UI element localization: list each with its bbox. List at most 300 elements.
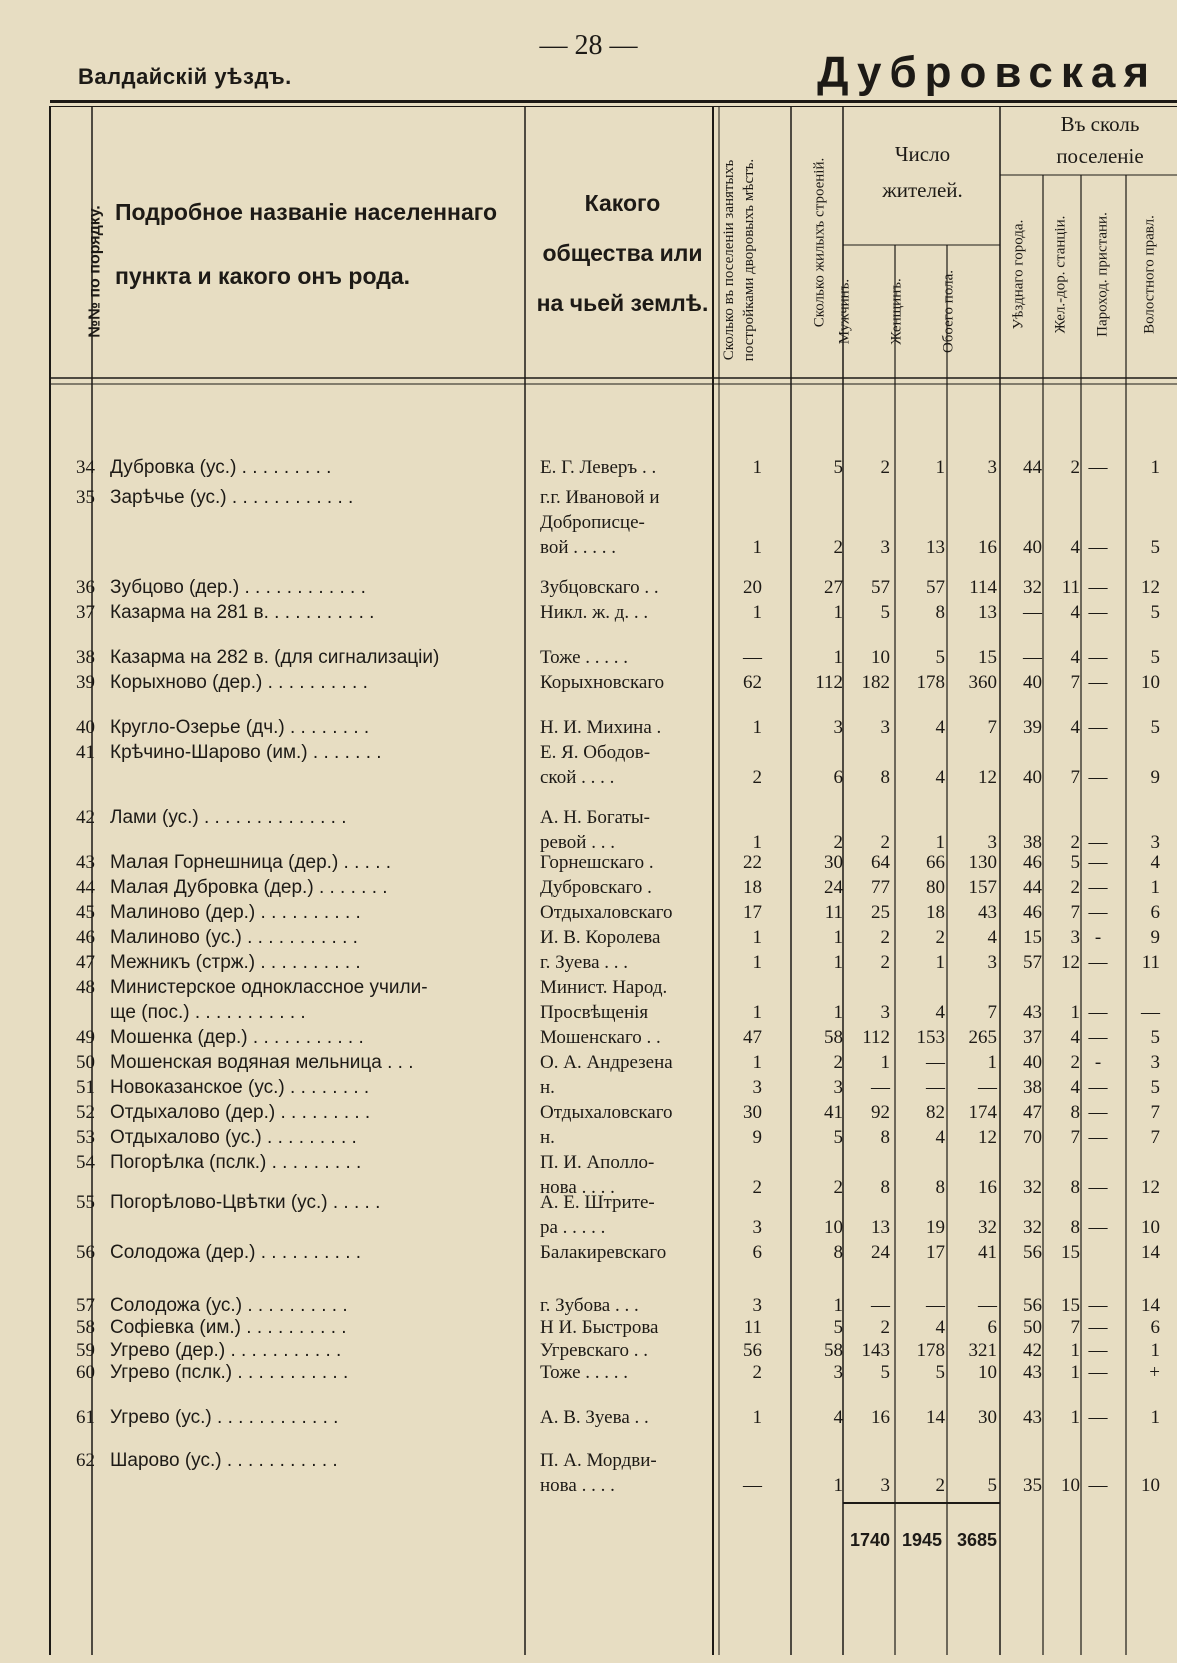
header-dist-volost: Волостного правл.: [1141, 215, 1158, 334]
dist-volost-cell: 5: [1150, 717, 1160, 738]
owner-line: ра . . . . .: [540, 1217, 606, 1238]
owner-line: Мошенскаго . .: [540, 1027, 661, 1048]
row-number: 46: [76, 927, 95, 948]
dist-town-cell: —: [1023, 647, 1042, 668]
dist-rail-cell: 2: [1070, 877, 1080, 898]
female-cell: 57: [926, 577, 945, 598]
buildings-cell: 3: [833, 1077, 843, 1098]
total-cell: 32: [978, 1217, 997, 1238]
dist-rail-cell: 7: [1070, 902, 1080, 923]
owner-line: нова . . . .: [540, 1475, 615, 1496]
owner-line: Тоже . . . . .: [540, 647, 629, 668]
dist-volost-cell: 5: [1150, 537, 1160, 558]
owner-line: н.: [540, 1077, 555, 1098]
households-cell: 3: [752, 1217, 762, 1238]
male-cell: 1: [880, 1052, 890, 1073]
buildings-cell: 1: [833, 927, 843, 948]
dist-volost-cell: 1: [1150, 877, 1160, 898]
buildings-cell: 2: [833, 537, 843, 558]
female-cell: —: [926, 1077, 945, 1098]
total-cell: 12: [978, 1127, 997, 1148]
households-cell: —: [743, 1475, 762, 1496]
row-number: 48: [76, 977, 95, 998]
dist-town-cell: 46: [1023, 902, 1042, 923]
dist-rail-cell: 3: [1070, 927, 1080, 948]
female-cell: 2: [935, 1475, 945, 1496]
dist-pier-cell: —: [1088, 672, 1108, 693]
dist-rail-cell: 5: [1070, 852, 1080, 873]
male-cell: 92: [871, 1102, 890, 1123]
dist-town-cell: 42: [1023, 1340, 1042, 1361]
dist-town-cell: 50: [1023, 1317, 1042, 1338]
buildings-cell: 1: [833, 602, 843, 623]
buildings-cell: 1: [833, 952, 843, 973]
owner-line: г.г. Ивановой и: [540, 487, 660, 508]
owner-line: А. Е. Штрите-: [540, 1192, 655, 1213]
female-cell: 14: [926, 1407, 945, 1428]
dist-volost-cell: 5: [1150, 1077, 1160, 1098]
households-cell: 3: [752, 1295, 762, 1316]
dist-town-cell: 15: [1023, 927, 1042, 948]
dist-pier-cell: —: [1088, 877, 1108, 898]
buildings-cell: 3: [833, 717, 843, 738]
dist-rail-cell: 1: [1070, 1407, 1080, 1428]
settlement-name: Угрево (дер.) . . . . . . . . . . .: [110, 1340, 342, 1361]
owner-line: ревой . . .: [540, 832, 615, 853]
dist-town-cell: 39: [1023, 717, 1042, 738]
female-cell: 2: [935, 927, 945, 948]
male-cell: 5: [880, 602, 890, 623]
row-number: 39: [76, 672, 95, 693]
dist-pier-cell: —: [1088, 602, 1108, 623]
settlement-name: Межникъ (стрж.) . . . . . . . . . .: [110, 952, 361, 973]
households-cell: 2: [752, 1177, 762, 1198]
dist-rail-cell: 4: [1070, 537, 1080, 558]
buildings-cell: 24: [824, 877, 843, 898]
header-female: Женщинъ.: [888, 278, 905, 345]
dist-town-cell: 46: [1023, 852, 1042, 873]
settlement-name: Шарово (ус.) . . . . . . . . . . .: [110, 1450, 338, 1471]
buildings-cell: 30: [824, 852, 843, 873]
settlement-name: Лами (ус.) . . . . . . . . . . . . . .: [110, 807, 347, 828]
female-cell: 178: [916, 672, 945, 693]
row-number: 61: [76, 1407, 95, 1428]
buildings-cell: 5: [833, 457, 843, 478]
dist-pier-cell: —: [1088, 1295, 1108, 1316]
dist-pier-cell: —: [1088, 1340, 1108, 1361]
owner-line: вой . . . . .: [540, 537, 617, 558]
dist-pier-cell: —: [1088, 577, 1108, 598]
total-cell: 7: [987, 717, 997, 738]
owner-line: Отдыхаловскаго: [540, 1102, 673, 1123]
row-number: 57: [76, 1295, 95, 1316]
dist-volost-cell: 7: [1150, 1102, 1160, 1123]
row-number: 50: [76, 1052, 95, 1073]
female-cell: 5: [935, 1362, 945, 1383]
dist-pier-cell: —: [1088, 1077, 1108, 1098]
buildings-cell: 1: [833, 647, 843, 668]
row-number: 44: [76, 877, 95, 898]
dist-volost-cell: 1: [1150, 1340, 1160, 1361]
dist-rail-cell: 7: [1070, 1127, 1080, 1148]
total-both: 3685: [956, 1530, 997, 1550]
dist-rail-cell: 4: [1070, 1027, 1080, 1048]
female-cell: 5: [935, 647, 945, 668]
owner-line: Просвѣщенія: [540, 1002, 649, 1023]
dist-town-cell: 70: [1023, 1127, 1042, 1148]
owner-line: Угревскаго . .: [540, 1340, 648, 1361]
row-number: 43: [76, 852, 95, 873]
owner-line: П. А. Мордви-: [540, 1450, 657, 1471]
settlement-name: Крѣчино-Шарово (им.) . . . . . . .: [110, 742, 382, 763]
settlement-name: Зарѣчье (ус.) . . . . . . . . . . . .: [110, 487, 354, 508]
dist-pier-cell: —: [1088, 1102, 1108, 1123]
dist-town-cell: 32: [1023, 1177, 1042, 1198]
dist-volost-cell: 6: [1150, 902, 1160, 923]
dist-town-cell: 40: [1023, 767, 1042, 788]
buildings-cell: 41: [824, 1102, 843, 1123]
owner-line: А. Н. Богаты-: [540, 807, 650, 828]
total-cell: 4: [987, 927, 997, 948]
owner-line: Никл. ж. д. . .: [540, 602, 649, 623]
row-number: 36: [76, 577, 95, 598]
settlement-name: Зубцово (дер.) . . . . . . . . . . . .: [110, 577, 366, 598]
dist-volost-cell: 5: [1150, 1027, 1160, 1048]
buildings-cell: 5: [833, 1127, 843, 1148]
female-cell: 4: [935, 1127, 945, 1148]
dist-town-cell: 47: [1023, 1102, 1042, 1123]
row-number: 54: [76, 1152, 95, 1173]
households-cell: 1: [752, 1052, 762, 1073]
dist-volost-cell: 1: [1150, 1407, 1160, 1428]
buildings-cell: 6: [833, 767, 843, 788]
male-cell: 2: [880, 927, 890, 948]
male-cell: 16: [871, 1407, 890, 1428]
female-cell: 1: [935, 457, 945, 478]
uezd-title: Валдайскій уѣздъ.: [78, 64, 292, 89]
dist-volost-cell: 9: [1150, 767, 1160, 788]
owner-line: ской . . . .: [540, 767, 615, 788]
total-cell: 3: [987, 832, 997, 853]
male-cell: 143: [861, 1340, 890, 1361]
header-row-number: №№ по порядку.: [86, 205, 104, 338]
dist-rail-cell: 7: [1070, 672, 1080, 693]
total-cell: 43: [978, 902, 997, 923]
male-cell: 112: [862, 1027, 890, 1048]
row-number: 35: [76, 487, 95, 508]
header-male: Мужчинъ.: [836, 278, 853, 345]
owner-line: Доброписце-: [540, 512, 645, 533]
dist-volost-cell: 6: [1150, 1317, 1160, 1338]
dist-town-cell: 56: [1023, 1242, 1042, 1263]
settlement-name: Малая Горнешница (дер.) . . . . .: [110, 852, 392, 873]
female-cell: 1: [935, 832, 945, 853]
female-cell: —: [926, 1052, 945, 1073]
owner-line: Н. И. Михина .: [540, 717, 662, 738]
female-cell: 66: [926, 852, 945, 873]
dist-pier-cell: —: [1088, 832, 1108, 853]
total-cell: 130: [968, 852, 997, 873]
buildings-cell: 1: [833, 1002, 843, 1023]
male-cell: 3: [880, 1475, 890, 1496]
dist-volost-cell: +: [1149, 1362, 1160, 1383]
households-cell: 62: [743, 672, 762, 693]
dist-town-cell: 37: [1023, 1027, 1042, 1048]
female-cell: —: [926, 1295, 945, 1316]
row-number: 37: [76, 602, 95, 623]
households-cell: 2: [752, 1362, 762, 1383]
male-cell: —: [871, 1295, 890, 1316]
households-cell: 1: [752, 952, 762, 973]
owner-line: А. В. Зуева . .: [540, 1407, 649, 1428]
dist-town-cell: 35: [1023, 1475, 1042, 1496]
households-cell: 3: [752, 1077, 762, 1098]
settlement-name: Малая Дубровка (дер.) . . . . . . .: [110, 877, 388, 898]
buildings-cell: 4: [833, 1407, 843, 1428]
dist-rail-cell: 11: [1061, 577, 1080, 598]
settlement-name: Дубровка (ус.) . . . . . . . . .: [110, 457, 332, 478]
owner-line: Е. Г. Леверъ . .: [540, 457, 657, 478]
female-cell: 1: [935, 952, 945, 973]
header-households: Сколько въ поселеніи занятыхъ постройками дворовыхъ мѣстъ.: [721, 158, 757, 362]
dist-volost-cell: 11: [1141, 952, 1160, 973]
households-cell: 1: [752, 1407, 762, 1428]
households-cell: 22: [743, 852, 762, 873]
dist-pier-cell: —: [1088, 1027, 1108, 1048]
households-cell: 1: [752, 602, 762, 623]
dist-pier-cell: —: [1088, 952, 1108, 973]
dist-rail-cell: 1: [1070, 1002, 1080, 1023]
dist-rail-cell: 8: [1070, 1102, 1080, 1123]
male-cell: 8: [880, 1127, 890, 1148]
dist-volost-cell: 1: [1150, 457, 1160, 478]
header-total: Обоего пола.: [940, 269, 957, 354]
dist-town-cell: 32: [1023, 577, 1042, 598]
female-cell: 82: [926, 1102, 945, 1123]
row-number: 42: [76, 807, 95, 828]
male-cell: 2: [880, 1317, 890, 1338]
dist-pier-cell: —: [1088, 457, 1108, 478]
settlement-name: Солодожа (дер.) . . . . . . . . . .: [110, 1242, 362, 1263]
dist-town-cell: 40: [1023, 672, 1042, 693]
settlement-name: Отдыхалово (ус.) . . . . . . . . .: [110, 1127, 357, 1148]
dist-rail-cell: 1: [1070, 1362, 1080, 1383]
dist-pier-cell: —: [1088, 1407, 1108, 1428]
dist-rail-cell: 1: [1070, 1340, 1080, 1361]
dist-town-cell: 43: [1023, 1407, 1042, 1428]
dist-pier-cell: —: [1088, 767, 1108, 788]
dist-pier-cell: —: [1088, 1475, 1108, 1496]
male-cell: 5: [880, 1362, 890, 1383]
row-number: 52: [76, 1102, 95, 1123]
settlement-name: Угрево (ус.) . . . . . . . . . . . .: [110, 1407, 339, 1428]
total-cell: —: [978, 1295, 997, 1316]
households-cell: 1: [752, 717, 762, 738]
buildings-cell: 1: [833, 1295, 843, 1316]
households-cell: 47: [743, 1027, 762, 1048]
dist-rail-cell: 2: [1070, 1052, 1080, 1073]
dist-pier-cell: —: [1088, 1362, 1108, 1383]
settlement-name: Малиново (дер.) . . . . . . . . . .: [110, 902, 361, 923]
page-number: — 28 —: [539, 30, 638, 61]
dist-volost-cell: 10: [1141, 1217, 1160, 1238]
dist-town-cell: 32: [1023, 1217, 1042, 1238]
female-cell: 178: [916, 1340, 945, 1361]
dist-town-cell: 43: [1023, 1002, 1042, 1023]
dist-volost-cell: 14: [1141, 1295, 1160, 1316]
row-number: 55: [76, 1192, 95, 1213]
header-dist-rail: Жел.-дор. станціи.: [1052, 215, 1069, 334]
settlement-name: Софіевка (им.) . . . . . . . . . .: [110, 1317, 347, 1338]
dist-rail-cell: 2: [1070, 457, 1080, 478]
settlement-name: Солодожа (ус.) . . . . . . . . . .: [110, 1295, 348, 1316]
dist-rail-cell: 15: [1061, 1295, 1080, 1316]
female-cell: 17: [926, 1242, 945, 1263]
settlement-name: Погорѣлка (пслк.) . . . . . . . . .: [110, 1152, 362, 1173]
dist-rail-cell: 7: [1070, 767, 1080, 788]
female-cell: 18: [926, 902, 945, 923]
female-cell: 4: [935, 1317, 945, 1338]
male-cell: 24: [871, 1242, 890, 1263]
buildings-cell: 2: [833, 1052, 843, 1073]
male-cell: 57: [871, 577, 890, 598]
dist-rail-cell: 4: [1070, 647, 1080, 668]
dist-volost-cell: 9: [1150, 927, 1160, 948]
dist-rail-cell: 4: [1070, 1077, 1080, 1098]
dist-pier-cell: —: [1088, 647, 1108, 668]
settlement-name: Кругло-Озерье (дч.) . . . . . . . .: [110, 717, 370, 738]
total-cell: —: [978, 1077, 997, 1098]
row-number: 62: [76, 1450, 95, 1471]
total-cell: 360: [968, 672, 997, 693]
male-cell: 77: [871, 877, 890, 898]
dist-volost-cell: 10: [1141, 672, 1160, 693]
owner-line: Горнешскаго .: [540, 852, 654, 873]
dist-pier-cell: —: [1088, 852, 1108, 873]
male-cell: 8: [880, 767, 890, 788]
settlement-name: Новоказанское (ус.) . . . . . . . .: [110, 1077, 370, 1098]
female-cell: 4: [935, 1002, 945, 1023]
owner-line: г. Зуева . . .: [540, 952, 629, 973]
dist-volost-cell: 3: [1150, 832, 1160, 853]
dist-town-cell: 38: [1023, 832, 1042, 853]
owner-line: Балакиревскаго: [540, 1242, 667, 1263]
households-cell: 1: [752, 457, 762, 478]
households-cell: 2: [752, 767, 762, 788]
dist-town-cell: 38: [1023, 1077, 1042, 1098]
total-cell: 7: [987, 1002, 997, 1023]
dist-pier-cell: —: [1088, 1177, 1108, 1198]
dist-rail-cell: 4: [1070, 602, 1080, 623]
dist-rail-cell: 4: [1070, 717, 1080, 738]
households-cell: 17: [743, 902, 762, 923]
female-cell: 153: [916, 1027, 945, 1048]
owner-line: Зубцовскаго . .: [540, 577, 659, 598]
row-number: 58: [76, 1317, 95, 1338]
male-cell: 3: [880, 1002, 890, 1023]
header-owner: Какого общества или на чьей землѣ.: [536, 190, 709, 316]
total-cell: 265: [968, 1027, 997, 1048]
settlement-name: Отдыхалово (дер.) . . . . . . . . .: [110, 1102, 371, 1123]
dist-volost-cell: 12: [1141, 577, 1160, 598]
households-cell: 1: [752, 1002, 762, 1023]
owner-line: г. Зубова . . .: [540, 1295, 639, 1316]
dist-town-cell: —: [1023, 602, 1042, 623]
female-cell: 19: [926, 1217, 945, 1238]
row-number: 49: [76, 1027, 95, 1048]
male-cell: 2: [880, 952, 890, 973]
dist-volost-cell: 14: [1141, 1242, 1160, 1263]
settlement-name: Мошенка (дер.) . . . . . . . . . . .: [110, 1027, 364, 1048]
female-cell: 8: [935, 602, 945, 623]
settlement-name: Угрево (пслк.) . . . . . . . . . . .: [110, 1362, 349, 1383]
households-cell: 9: [752, 1127, 762, 1148]
total-female: 1945: [901, 1530, 942, 1550]
buildings-cell: 1: [833, 1475, 843, 1496]
male-cell: 3: [880, 537, 890, 558]
dist-rail-cell: 15: [1061, 1242, 1080, 1263]
buildings-cell: 5: [833, 1317, 843, 1338]
dist-pier-cell: —: [1088, 717, 1108, 738]
total-cell: 3: [987, 457, 997, 478]
total-cell: 157: [968, 877, 997, 898]
owner-line: О. А. Андрезена: [540, 1052, 673, 1073]
male-cell: 64: [871, 852, 890, 873]
volost-title: Дубровская: [817, 48, 1157, 97]
total-male: 1740: [849, 1530, 890, 1550]
total-cell: 10: [978, 1362, 997, 1383]
households-cell: 56: [743, 1340, 762, 1361]
total-cell: 3: [987, 952, 997, 973]
dist-volost-cell: 4: [1150, 852, 1160, 873]
owner-line: И. В. Королева: [540, 927, 661, 948]
owner-line: Минист. Народ.: [540, 977, 668, 998]
dist-town-cell: 40: [1023, 537, 1042, 558]
header-buildings: Сколько жилыхъ строеній.: [811, 157, 828, 328]
owner-line: Н И. Быстрова: [540, 1317, 659, 1338]
dist-pier-cell: —: [1088, 1127, 1108, 1148]
owner-line: П. И. Аполло-: [540, 1152, 655, 1173]
buildings-cell: 3: [833, 1362, 843, 1383]
header-distance: Въ сколь поселеніе: [1056, 112, 1144, 168]
households-cell: —: [743, 647, 762, 668]
buildings-cell: 112: [815, 672, 843, 693]
row-number: 38: [76, 647, 95, 668]
households-cell: 11: [743, 1317, 762, 1338]
buildings-cell: 8: [833, 1242, 843, 1263]
dist-rail-cell: 10: [1061, 1475, 1080, 1496]
total-cell: 16: [978, 537, 997, 558]
households-cell: 20: [743, 577, 762, 598]
male-cell: 25: [871, 902, 890, 923]
total-cell: 174: [968, 1102, 997, 1123]
row-number: 40: [76, 717, 95, 738]
households-cell: 1: [752, 537, 762, 558]
dist-town-cell: 40: [1023, 1052, 1042, 1073]
female-cell: 13: [926, 537, 945, 558]
buildings-cell: 58: [824, 1340, 843, 1361]
row-number: 53: [76, 1127, 95, 1148]
row-number: 51: [76, 1077, 95, 1098]
total-cell: 6: [987, 1317, 997, 1338]
buildings-cell: 2: [833, 1177, 843, 1198]
settlement-name-cont: ще (пос.) . . . . . . . . . . .: [110, 1002, 306, 1023]
dist-rail-cell: 8: [1070, 1217, 1080, 1238]
dist-volost-cell: —: [1141, 1002, 1160, 1023]
male-cell: 3: [880, 717, 890, 738]
owner-line: Тоже . . . . .: [540, 1362, 629, 1383]
total-cell: 114: [969, 577, 997, 598]
